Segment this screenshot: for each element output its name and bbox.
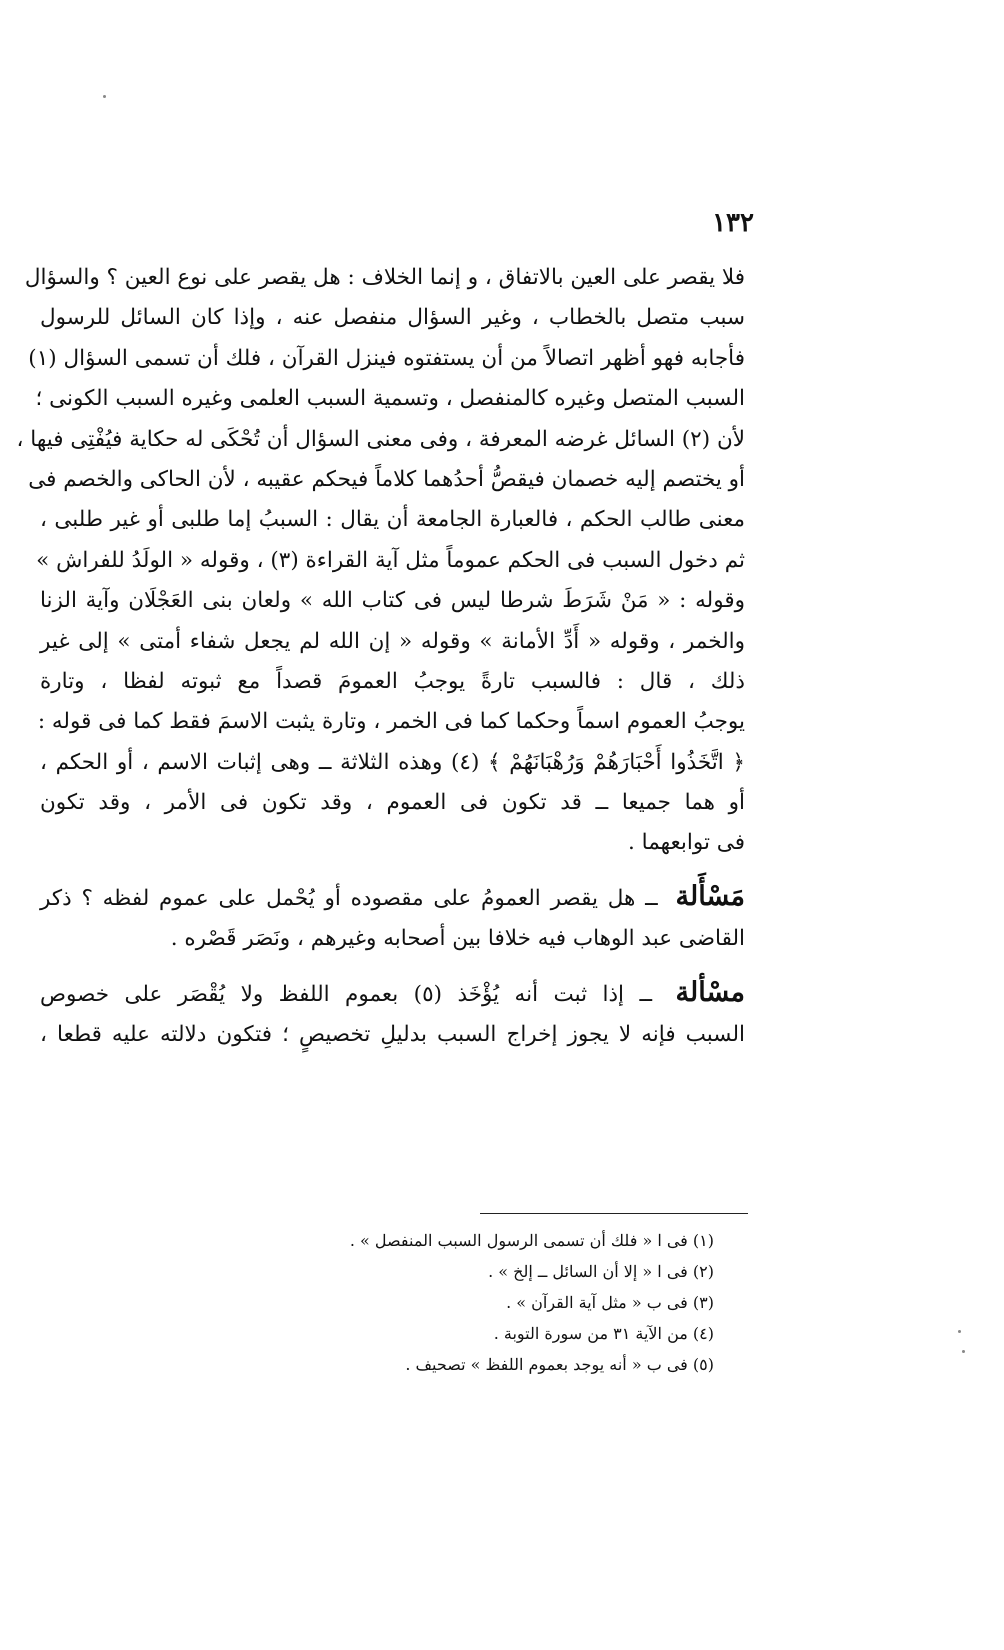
- text-line: ثم دخول السبب فى الحكم عموماً مثل آية القراءة (٣) ، وقوله « الولَدُ للفراش »: [36, 547, 745, 573]
- footnote: (١) فى ا « فلك أن تسمى الرسول السبب المنفصل » .: [349, 1231, 714, 1250]
- text-line: فلا يقصر على العين بالاتفاق ، و إنما الخلاف : هل يقصر على نوع العين ؟ والسؤال: [24, 265, 745, 290]
- text-line: أو يختصم إليه خصمان فيقصُّ أحدُهما كلاماً فيحكم عقيبه ، لأن الحاكى والخصم فى: [28, 466, 745, 492]
- section-heading: مَسْأَلة: [675, 880, 745, 912]
- text-line: فأجابه فهو أظهر اتصالاً من أن يستفتوه فينزل القرآن ، فلك أن تسمى السؤال (١): [28, 345, 745, 371]
- text-line: لأن (٢) السائل غرضه المعرفة ، وفى معنى السؤال أن تُحْكَى له حكاية فيُفْتِى فيها ،: [16, 426, 745, 452]
- text-line: ﴿ اتَّخَذُوا أَحْبَارَهُمْ وَرُهْبَانَهُمْ ﴾ (٤) وهذه الثلاثة ــ وهى إثبات الاسم ، أو الحكم ،: [40, 749, 745, 775]
- text-line: السبب المتصل وغيره كالمنفصل ، وتسمية السبب العلمى وغيره السبب الكونى ؛: [35, 386, 745, 412]
- footnote: (٢) فى ا « إلا أن السائل ــ إلخ » .: [488, 1262, 714, 1281]
- scan-speck: [962, 1350, 965, 1353]
- text-line: القاضى عبد الوهاب فيه خلافا بين أصحابه وغيرهم ، ونَصَر قَصْره .: [170, 925, 745, 951]
- text-line: معنى طالب الحكم ، فالعبارة الجامعة أن يقال : السببُ إما طلبى أو غير طلبى ،: [40, 507, 745, 533]
- text-line: ذلك ، قال : فالسبب تارةً يوجبُ العمومَ قصداً مع ثبوته لفظا ، وتارة: [40, 668, 745, 694]
- main-text: [16, 258, 745, 1056]
- scan-speck: [103, 95, 106, 98]
- scan-speck: [958, 1330, 961, 1333]
- mas-ala-section-2: [40, 972, 745, 1056]
- footnote: (٤) من الآية ٣١ من سورة التوبة .: [493, 1324, 714, 1343]
- mas-ala-section-1: [40, 876, 745, 960]
- section-heading: مسْألة: [675, 976, 745, 1008]
- text-line: ــ هل يقصر العمومُ على مقصوده أو يُحْمل على عموم لفظه ؟ ذكر: [40, 885, 658, 911]
- text-line: والخمر ، وقوله « أَدِّ الأمانة » وقوله « إن الله لم يجعل شفاء أمتى » إلى غير: [40, 628, 745, 654]
- page-number: ١٣٢: [712, 208, 754, 238]
- main-paragraph: [16, 258, 745, 864]
- footnote: (٣) فى ب « مثل آية القرآن » .: [506, 1293, 714, 1312]
- text-line: ــ إذا ثبت أنه يُؤْخَذ (٥) بعموم اللفظ ولا يُقْصَر على خصوص: [40, 981, 653, 1007]
- text-line: أو هما جميعا ــ قد تكون فى العموم ، وقد تكون فى الأمر ، وقد تكون: [40, 790, 745, 816]
- footnote-divider: [480, 1213, 748, 1214]
- text-line: يوجبُ العموم اسماً وحكما كما فى الخمر ، وتارة يثبت الاسمَ فقط كما فى قوله :: [37, 709, 745, 735]
- text-line: فى توابعهما .: [627, 830, 745, 856]
- text-line: السبب فإنه لا يجوز إخراج السبب بدليلِ تخصيصٍ ؛ فتكون دلالته عليه قطعا ،: [40, 1021, 745, 1047]
- text-line: وقوله : « مَنْ شَرَطَ شرطا ليس فى كتاب الله » ولعان بنى العَجْلَان وآية الزنا: [40, 588, 745, 614]
- text-line: سبب متصل بالخطاب ، وغير السؤال منفصل عنه ، وإذا كان السائل للرسول: [40, 305, 745, 331]
- footnotes: [350, 1225, 714, 1380]
- footnote: (٥) فى ب « أنه يوجد بعموم اللفظ » تصحيف .: [405, 1355, 714, 1374]
